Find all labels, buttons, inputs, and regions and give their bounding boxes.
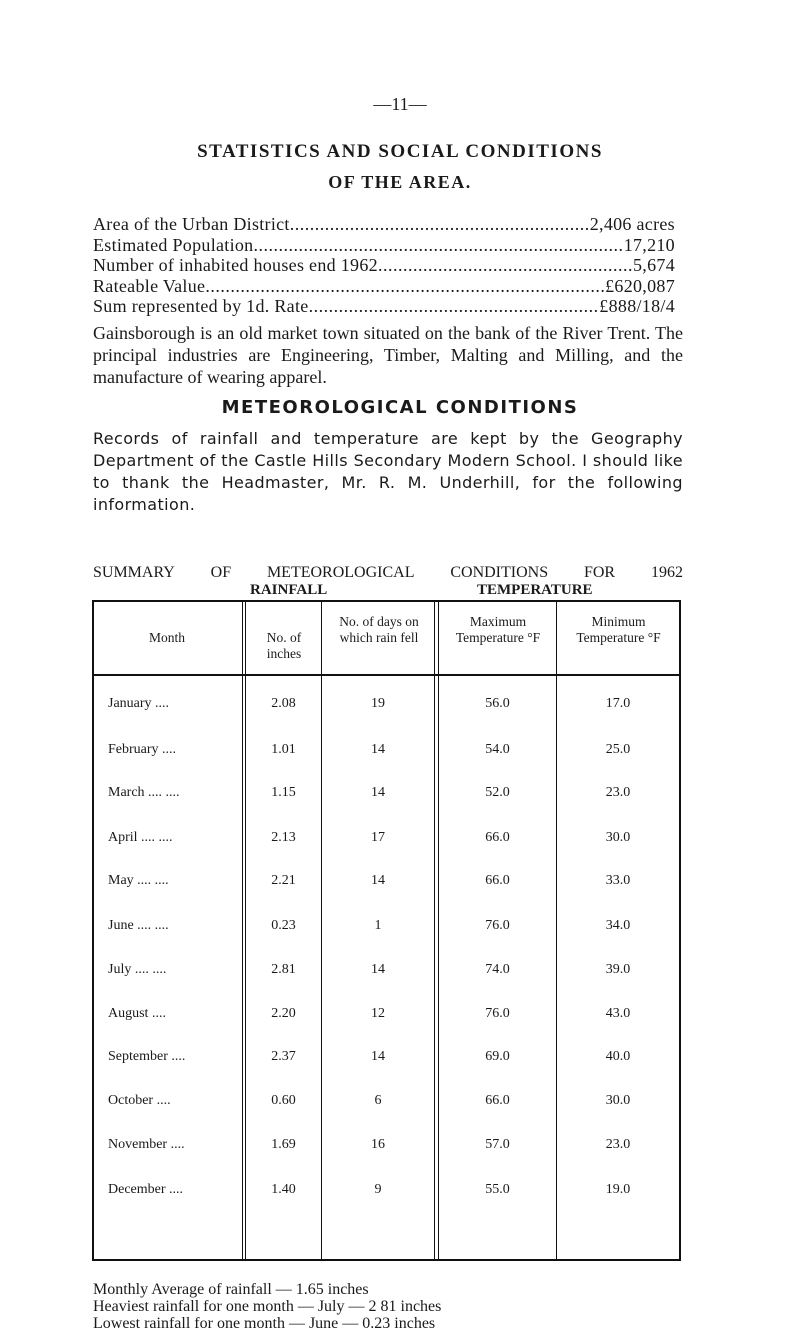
max-temp-cell: 66.0: [485, 873, 510, 888]
table-header-rule: [92, 674, 681, 676]
rainfall-footnotes: [93, 1281, 441, 1332]
min-temp-cell: 23.0: [605, 785, 631, 800]
summary-word: METEOROLOGICAL: [266, 564, 415, 581]
inches-cell: 2.21: [271, 873, 296, 888]
max-temp-cell: 54.0: [485, 742, 510, 757]
min-temp-cell: 39.0: [605, 962, 631, 977]
rain-days-cell: 16: [371, 1137, 385, 1152]
footnote-heaviest: Heaviest rainfall for one month — July — 2 81 inches: [93, 1298, 442, 1315]
stat-value: £888/18/4: [599, 296, 675, 316]
rain-days-cell: 19: [371, 696, 385, 711]
month-cell: September ....: [108, 1049, 186, 1064]
stat-value: £620,087: [605, 275, 675, 296]
inches-cell: 1.69: [271, 1137, 296, 1152]
footnote-average: Monthly Average of rainfall — 1.65 inches: [93, 1281, 369, 1298]
rain-days-cell: 17: [371, 830, 385, 845]
rain-days-cell: 6: [374, 1093, 382, 1108]
rain-days-cell: 12: [371, 1006, 385, 1021]
page-number: —11—: [373, 94, 427, 114]
dot-leader: [205, 276, 605, 297]
inches-cell: 1.01: [271, 742, 296, 757]
max-temp-cell: 57.0: [485, 1137, 510, 1152]
page-subtitle: OF THE AREA.: [328, 172, 472, 192]
stat-row-penny-rate: [93, 296, 675, 317]
footnote-lowest: Lowest rainfall for one month — June — 0.23 inches: [93, 1315, 436, 1332]
month-cell: July .... ....: [108, 962, 167, 977]
stat-value: 5,674: [633, 255, 675, 275]
area-statistics: [93, 214, 675, 317]
max-temp-cell: 76.0: [485, 918, 510, 933]
rain-days-cell: 14: [371, 962, 385, 977]
table-right-rule: [679, 600, 681, 1261]
max-temp-cell: 66.0: [485, 1093, 510, 1108]
min-temp-cell: 30.0: [605, 1093, 631, 1108]
rain-days-cell: 14: [371, 785, 385, 800]
max-temp-cell: 69.0: [485, 1049, 510, 1064]
month-cell: October ....: [108, 1093, 171, 1108]
max-temp-cell: 66.0: [485, 830, 510, 845]
month-cell: December ....: [108, 1182, 184, 1197]
temperature-label: TEMPERATURE: [477, 582, 593, 598]
min-temp-cell: 19.0: [605, 1182, 631, 1197]
rainfall-label: RAINFALL: [250, 582, 328, 598]
stat-row-population: [93, 235, 675, 256]
stat-row-houses: [93, 255, 675, 276]
month-cell: November ....: [108, 1137, 185, 1152]
stat-label: Sum represented by 1d. Rate: [93, 296, 309, 316]
table-top-rule: [92, 600, 681, 602]
inches-cell: 2.08: [271, 696, 296, 711]
header-month: Month: [148, 630, 185, 645]
section-heading-meteorological: METEOROLOGICAL CONDITIONS: [221, 397, 579, 418]
page-title: STATISTICS AND SOCIAL CONDITIONS: [197, 141, 603, 162]
dot-leader: [309, 296, 600, 317]
dot-leader: [254, 235, 624, 256]
summary-word: OF: [210, 564, 232, 581]
stat-value: 2,406 acres: [589, 214, 675, 234]
inches-cell: 1.15: [271, 785, 296, 800]
summary-heading: [93, 564, 683, 582]
month-cell: April .... ....: [108, 830, 173, 845]
inches-cell: 0.23: [271, 918, 296, 933]
header-rain-days: No. of days on which rain fell: [339, 614, 419, 645]
rain-days-cell: 9: [374, 1182, 382, 1197]
stat-label: Estimated Population: [93, 234, 254, 255]
month-cell: May .... ....: [108, 873, 169, 888]
table-left-rule: [92, 600, 94, 1261]
header-max-temperature: Maximum Temperature °F: [455, 614, 541, 645]
stat-value: 17,210: [623, 234, 675, 255]
stat-label: Number of inhabited houses end 1962: [93, 255, 378, 275]
max-temp-cell: 76.0: [485, 1006, 510, 1021]
summary-word: CONDITIONS: [450, 564, 549, 581]
intro-paragraph: Gainsborough is an old market town situated on the bank of the River Trent. The principal industries are Engineering, Timber, Malting and Milling, and the manufacture of wearing apparel.: [93, 323, 683, 387]
header-min-temperature: Minimum Temperature °F: [576, 614, 661, 645]
dot-leader: [378, 255, 633, 276]
summary-word: 1962: [650, 564, 683, 581]
inches-cell: 1.40: [271, 1182, 296, 1197]
summary-word: FOR: [583, 564, 616, 581]
inches-cell: 2.37: [271, 1049, 296, 1064]
stat-label: Area of the Urban District: [93, 214, 290, 234]
inches-cell: 0.60: [271, 1093, 296, 1108]
meteorological-paragraph: Records of rainfall and temperature are kept by the Geography Department of the Castle Hills Secondary Modern School. I should like to thank the Headmaster, Mr. R. M. Underhill, for the following information.: [93, 429, 683, 514]
month-cell: January ....: [108, 696, 170, 711]
max-temp-cell: 56.0: [485, 696, 510, 711]
max-temp-cell: 55.0: [485, 1182, 510, 1197]
month-cell: June .... ....: [108, 918, 169, 933]
min-temp-cell: 33.0: [605, 873, 631, 888]
weather-table: [92, 600, 681, 1262]
max-temp-cell: 74.0: [485, 962, 510, 977]
min-temp-cell: 34.0: [605, 918, 631, 933]
rain-days-cell: 14: [371, 1049, 385, 1064]
inches-cell: 2.20: [271, 1006, 296, 1021]
header-inches: No. of inches: [266, 630, 302, 661]
rain-days-cell: 1: [374, 918, 382, 933]
min-temp-cell: 40.0: [605, 1049, 631, 1064]
min-temp-cell: 23.0: [605, 1137, 631, 1152]
min-temp-cell: 25.0: [605, 742, 631, 757]
summary-word: SUMMARY: [93, 564, 175, 581]
rain-days-cell: 14: [371, 742, 385, 757]
inches-cell: 2.13: [271, 830, 296, 845]
min-temp-cell: 30.0: [605, 830, 631, 845]
max-temp-cell: 52.0: [485, 785, 510, 800]
table-bottom-rule: [92, 1259, 681, 1261]
month-cell: August ....: [108, 1006, 166, 1021]
stat-row-area: [93, 214, 675, 235]
min-temp-cell: 17.0: [605, 696, 631, 711]
column-rule: [434, 600, 435, 1261]
month-cell: February ....: [108, 742, 177, 757]
dot-leader: [290, 214, 590, 235]
stat-row-rateable-value: [93, 276, 675, 297]
month-cell: March .... ....: [108, 785, 180, 800]
column-rule: [242, 600, 243, 1261]
inches-cell: 2.81: [271, 962, 296, 977]
stat-label: Rateable Value: [93, 275, 206, 296]
rain-days-cell: 14: [371, 873, 385, 888]
min-temp-cell: 43.0: [605, 1006, 631, 1021]
